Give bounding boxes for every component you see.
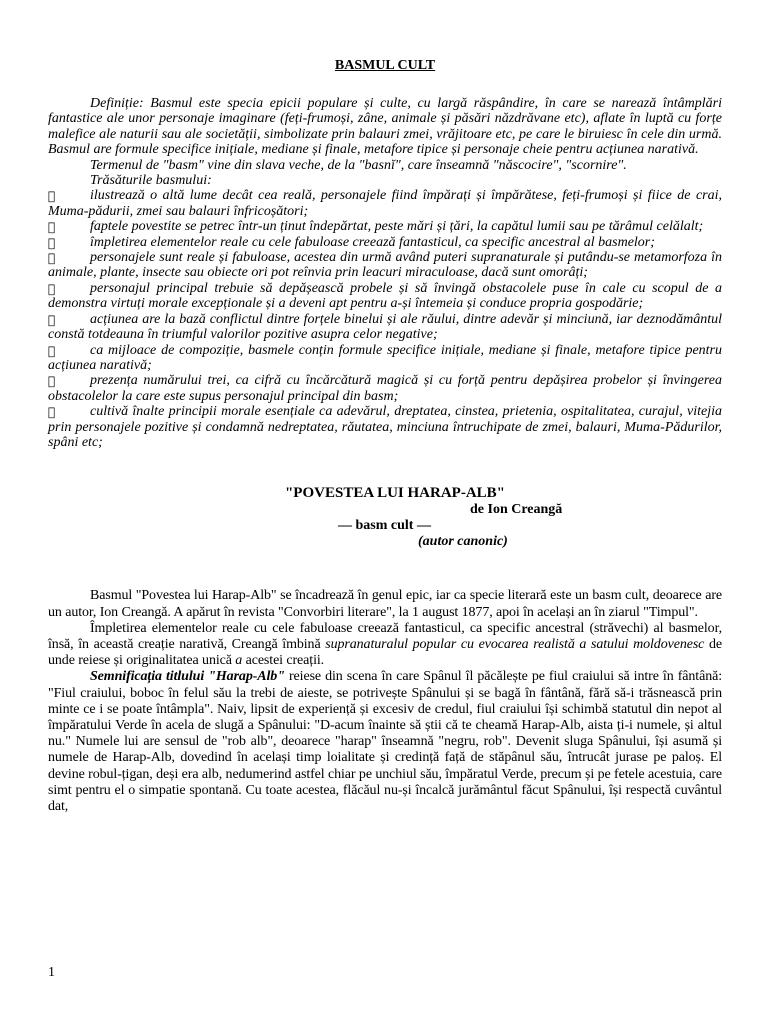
section-label: Semnificația titlului "Harap-Alb" (90, 669, 285, 685)
paragraph-intro: Basmul "Povestea lui Harap-Alb" se încadrează în genul epic, iar ca specie literară este un basm cult, deoarece are un autor, Ion Creangă. A apărut în revista "Convorbiri literare", la 1 august 1877, apoi în același an în ziarul "Timpul". (48, 588, 722, 620)
bullet-icon (48, 236, 55, 251)
work-author: de Ion Creangă (470, 502, 563, 518)
page-number: 1 (48, 965, 55, 980)
list-item: acțiunea are la bază conflictul dintre forțele binelui și ale răului, dintre adevăr și minciună, iar deznodământul constă totdeauna în triumful valorilor pozitive asupra celor negative; (48, 311, 722, 343)
bullet-icon (48, 220, 55, 235)
document-title: BASMUL CULT (334, 58, 436, 73)
document-page (48, 58, 722, 815)
list-item: ca mijloace de compoziție, basmele conțin formule specifice inițiale, mediane și finale, metafore tipice pentru acțiunea narativă; (48, 342, 722, 373)
work-heading (48, 485, 722, 550)
list-item: prezența numărului trei, ca cifră cu încărcătură magică și cu forță pentru depășirea probelor și învingerea obstacolelor la care este supus personajul principal din basm; (48, 373, 722, 404)
definition-paragraph (48, 96, 722, 158)
paragraph-title-meaning: Semnificația titlului "Harap-Alb" reiese din scena în care Spânul îl păcălește pe fiul craiului să intre în fântână: "Fiul craiului, boboc în felul său la trebi de aieste, se potrivește Spânului și se bagă în fântână, fără să-i trăsnească prin minte ce i se poate întâmpla". Naiv, lipsit de experiență și excesiv de credul, fiul craiului își schimbă statutul din nepot al împăratului Verde în acela de slugă a Spânului: "D-acum înainte să știi că te cheamă Harap-Alb, aista ți-i numele, și altul nu." Numele lui are sensul de "rob alb", deoarece "harap" înseamnă "negru, rob". Devenit sluga Spânului, își asumă și numele de Harap-Alb, dovedind în același timp loialitate și credință față de stăpânul său, întrucât jurase pe paloș. El devine robul-țigan, deși era alb, nedumerind astfel chiar pe unchiul său, împăratul Verde, precum și pe fetele acestuia, care simt pentru el o simpatie spontană. Cu toate acestea, flăcăul nu-și încalcă jurământul făcut Spânului, își respectă cuvântul dat, (48, 669, 722, 814)
list-item: personajul principal trebuie să depășească probele și să învingă obstacolele puse în cale cu scopul de a demonstra virtuți morale excepționale și a deveni apt pentru a-și întemeia și conduce propria gospodărie; (48, 280, 722, 312)
essay-body (48, 588, 722, 815)
bullet-icon (48, 405, 55, 420)
bullet-icon (48, 282, 55, 297)
list-item: cultivă înalte principii morale esențiale ca adevărul, dreptatea, cinstea, prietenia, ospitalitatea, curajul, vitejia prin personajele pozitive și condamnă nedreptatea, răutatea, minciuna întruchipate de zmei, balauri, Muma-Pădurilor, spâni etc; (48, 404, 722, 450)
work-genre: — basm cult — (338, 518, 431, 534)
bullet-icon (48, 313, 55, 328)
work-canon: (autor canonic) (418, 534, 508, 550)
definition-text: Basmul este specia epicii populare și culte, cu largă răspândire, în care se narează întâmplări fantastice ale unor personaje imaginare (feți-frumoși, zâne, animale și păsări năzdrăvane etc), aflate în luptă cu forțe malefice ale naturii sau ale societății, simbolizate prin balauri zmei, vrăjitoare etc, pe care le biruiesc în cele din urmă. Basmul are formule specifice inițiale, mediane și finale, metafore tipice și personaje cheie pentru acțiunea narativă. (48, 96, 722, 158)
paragraph-fantastic: Împletirea elementelor reale cu cele fabuloase creează fantasticul, ca specific ancestral (străvechi) al basmelor, însă, în această creație narativă, Creangă îmbină supranaturalul popular cu evocarea realistă a satului moldovenesc de unde reiese și originalitatea unică a acestei creații. (48, 620, 722, 669)
list-item: împletirea elementelor reale cu cele fabuloase creează fantasticul, ca specific ancestral al basmelor; (48, 235, 722, 250)
list-item: ilustrează o altă lume decât cea reală, personajele fiind împărați și împărătese, feți-frumoși și fiice de crai, Muma-pădurii, zmei sau balauri înfricoșători; (48, 188, 722, 219)
traits-heading: Trăsăturile basmului: (90, 173, 212, 189)
bullet-icon (48, 251, 55, 266)
list-item: faptele povestite se petrec într-un ținut îndepărtat, peste mări și țări, la capătul lumii sau pe tărâmul celălalt; (48, 219, 722, 234)
etymology-paragraph: Termenul de "basm" vine din slava veche, de la "basnĭ", care înseamnă "născocire", "scornire". (90, 157, 627, 173)
definition-label: Definiție: (90, 96, 144, 111)
bullet-icon (48, 374, 55, 389)
emphasis: supranaturalul popular cu evocarea realistă a satului moldovenesc (320, 636, 705, 652)
traits-list (48, 188, 722, 450)
list-item: personajele sunt reale și fabuloase, acestea din urmă având puteri supranaturale și putându-se metamorfoza în animale, plante, insecte sau obiecte ori pot reînvia prin leacuri miraculoase, dacă sunt omorâți; (48, 250, 722, 281)
work-title: "POVESTEA LUI HARAP-ALB" (284, 485, 506, 502)
bullet-icon (48, 189, 55, 204)
bullet-icon (48, 344, 55, 359)
